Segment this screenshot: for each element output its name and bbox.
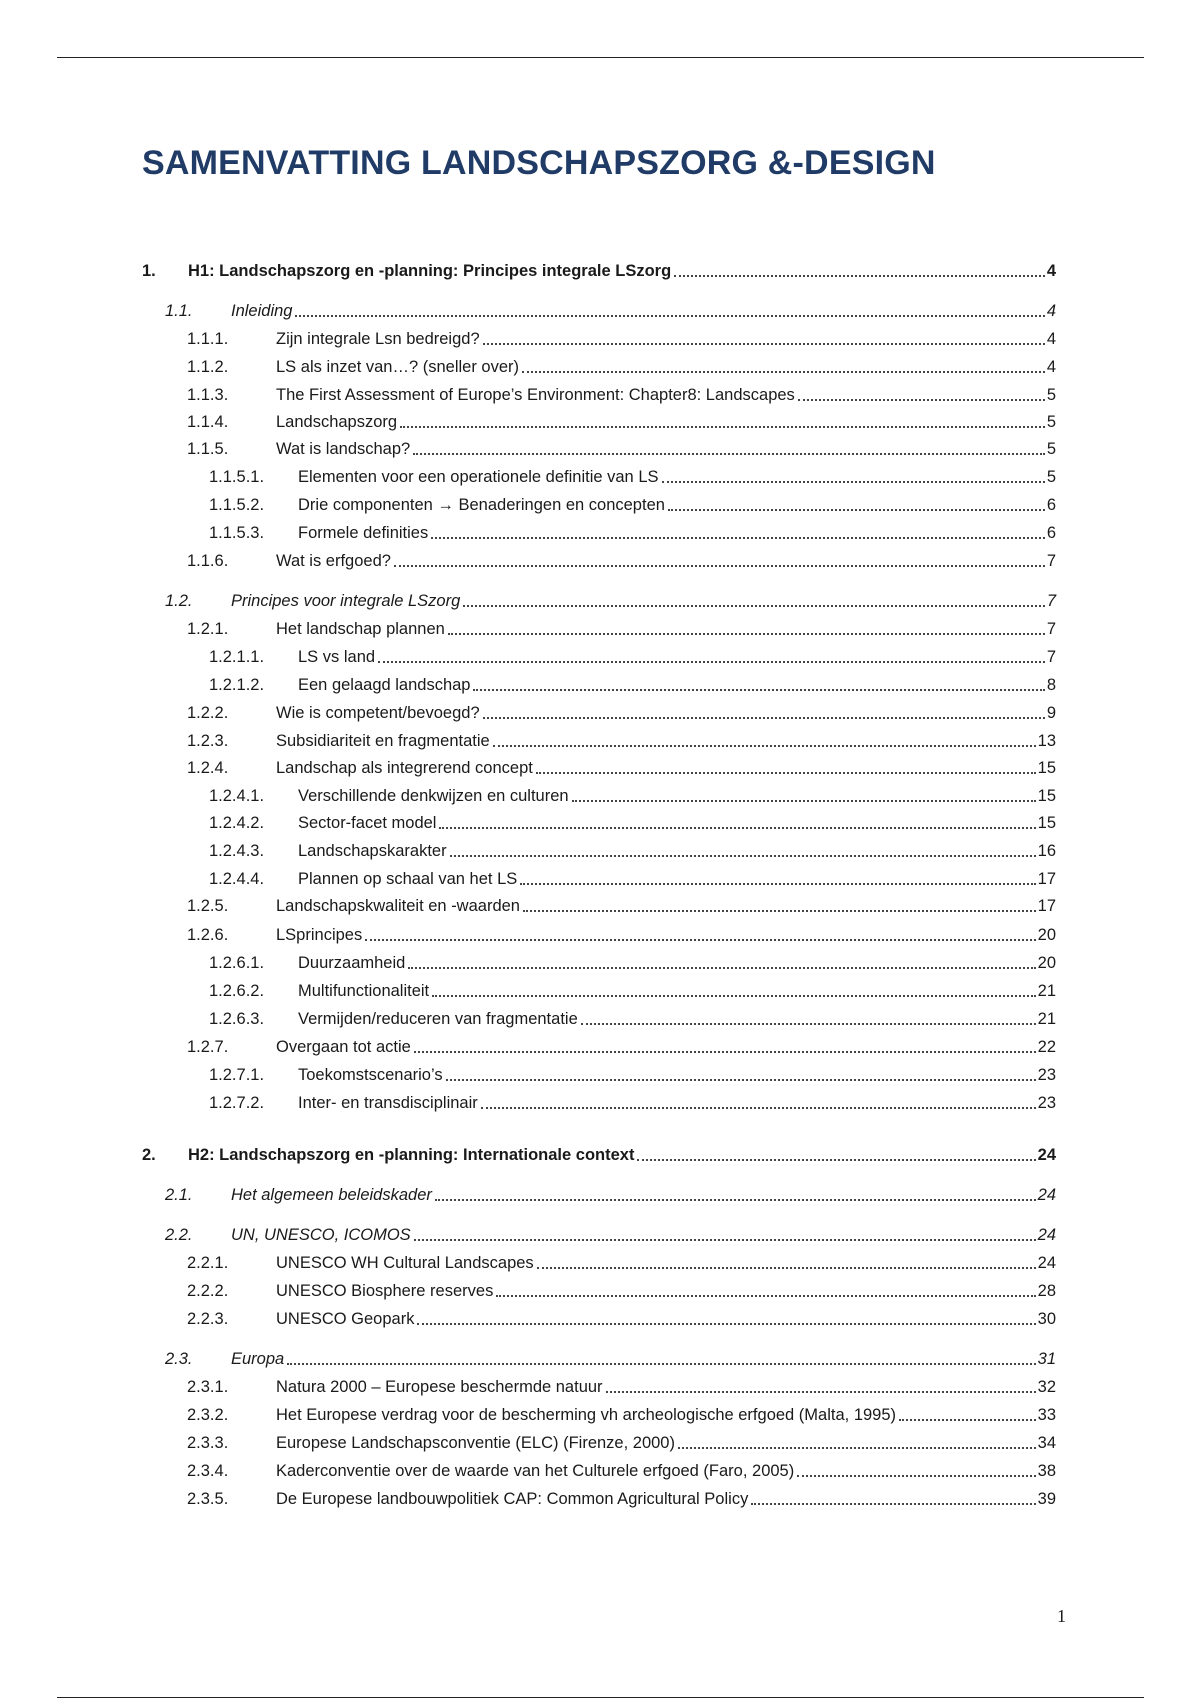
toc-dot-leader — [417, 1323, 1035, 1325]
toc-entry-number: 2.2.1. — [187, 1254, 229, 1272]
toc-entry-title: Landschapszorg — [276, 413, 398, 431]
toc-entry-level4[interactable] — [209, 1090, 1056, 1114]
toc-entry-page: 15 — [1037, 759, 1056, 777]
toc-entry-number: 1. — [142, 262, 156, 280]
toc-entry-number: 1.1.6. — [187, 552, 229, 570]
toc-entry-number: 1.1.2. — [187, 358, 229, 376]
toc-entry-page: 7 — [1046, 648, 1056, 666]
toc-entry-number: 1.1. — [165, 302, 193, 320]
toc-entry-title: Sector-facet model — [298, 814, 437, 832]
toc-entry-title: UNESCO Geopark — [276, 1310, 415, 1328]
toc-entry-page: 17 — [1037, 897, 1056, 915]
toc-entry-title: Natura 2000 – Europese beschermde natuur — [276, 1378, 603, 1396]
toc-entry-level2[interactable] — [165, 1222, 1056, 1246]
toc-entry-number: 2.2. — [165, 1226, 193, 1244]
toc-entry-number: 1.2.6.2. — [209, 982, 265, 1000]
toc-entry-title: Formele definities — [298, 524, 429, 542]
toc-entry-number: 1.1.3. — [187, 386, 229, 404]
toc-entry-level4[interactable] — [209, 978, 1056, 1002]
toc-entry-page: 24 — [1037, 1146, 1056, 1164]
toc-entry-page: 33 — [1037, 1406, 1056, 1424]
toc-entry-page: 6 — [1046, 496, 1056, 514]
toc-entry-level3[interactable] — [187, 1458, 1056, 1482]
toc-entry-number: 2.3.3. — [187, 1434, 229, 1452]
toc-entry-number: 2.1. — [165, 1186, 193, 1204]
toc-entry-page: 31 — [1037, 1350, 1056, 1368]
toc-entry-page: 22 — [1037, 1038, 1056, 1056]
toc-entry-page: 32 — [1037, 1378, 1056, 1396]
toc-dot-leader — [678, 1447, 1036, 1449]
toc-entry-level3[interactable] — [187, 728, 1056, 752]
toc-entry-level3[interactable] — [187, 922, 1056, 946]
toc-entry-level3[interactable] — [187, 616, 1056, 640]
toc-entry-title: Vermijden/reduceren van fragmentatie — [298, 1010, 578, 1028]
toc-entry-title: UNESCO WH Cultural Landscapes — [276, 1254, 534, 1272]
toc-dot-leader — [431, 537, 1045, 539]
toc-entry-level3[interactable] — [187, 1250, 1056, 1274]
toc-dot-leader — [446, 1079, 1036, 1081]
toc-dot-leader — [581, 1023, 1036, 1025]
toc-dot-leader — [481, 1107, 1036, 1109]
toc-entry-title: H1: Landschapszorg en -planning: Principes integrale LSzorg — [188, 262, 672, 280]
toc-entry-title: The First Assessment of Europe’s Environment: Chapter8: Landscapes — [276, 386, 795, 404]
toc-entry-title: Het algemeen beleidskader — [231, 1186, 432, 1204]
toc-entry-number: 1.2.6.1. — [209, 954, 265, 972]
toc-entry-level3[interactable] — [187, 548, 1056, 572]
toc-dot-leader — [523, 910, 1036, 912]
toc-entry-title: UNESCO Biosphere reserves — [276, 1282, 494, 1300]
toc-entry-number: 1.1.5.3. — [209, 524, 265, 542]
toc-entry-number: 1.2.1.1. — [209, 648, 265, 666]
toc-entry-title: Toekomstscenario’s — [298, 1066, 443, 1084]
toc-entry-title: Drie componenten → Benaderingen en concepten — [298, 496, 665, 514]
toc-entry-level3[interactable] — [187, 382, 1056, 406]
toc-entry-level1[interactable] — [142, 1142, 1056, 1166]
toc-dot-leader — [450, 855, 1036, 857]
toc-entry-level2[interactable] — [165, 1346, 1056, 1370]
toc-entry-number: 1.2.3. — [187, 732, 229, 750]
toc-entry-level3[interactable] — [187, 755, 1056, 779]
toc-dot-leader — [797, 1475, 1035, 1477]
toc-entry-number: 1.1.5.2. — [209, 496, 265, 514]
toc-entry-level3[interactable] — [187, 1430, 1056, 1454]
toc-entry-page: 13 — [1037, 732, 1056, 750]
toc-dot-leader — [662, 481, 1045, 483]
toc-entry-page: 16 — [1037, 842, 1056, 860]
toc-entry-number: 1.1.1. — [187, 330, 229, 348]
toc-entry-page: 17 — [1037, 870, 1056, 888]
toc-entry-page: 30 — [1037, 1310, 1056, 1328]
toc-dot-leader — [751, 1503, 1035, 1505]
toc-entry-number: 1.2.6. — [187, 926, 229, 944]
toc-entry-level3[interactable] — [187, 326, 1056, 350]
toc-entry-level3[interactable] — [187, 409, 1056, 433]
toc-entry-number: 1.2.7.1. — [209, 1066, 265, 1084]
toc-entry-level4[interactable] — [209, 644, 1056, 668]
toc-entry-level2[interactable] — [165, 1182, 1056, 1206]
toc-entry-level4[interactable] — [209, 950, 1056, 974]
toc-entry-title: Landschapskarakter — [298, 842, 447, 860]
toc-dot-leader — [295, 315, 1044, 317]
toc-entry-page: 24 — [1037, 1254, 1056, 1272]
toc-entry-title: Principes voor integrale LSzorg — [231, 592, 461, 610]
toc-entry-page: 24 — [1037, 1226, 1056, 1244]
toc-entry-title: Kaderconventie over de waarde van het Culturele erfgoed (Faro, 2005) — [276, 1462, 795, 1480]
toc-dot-leader — [463, 605, 1045, 607]
toc-dot-leader — [668, 509, 1045, 511]
toc-entry-title: Europa — [231, 1350, 285, 1368]
toc-entry-title: H2: Landschapszorg en -planning: Internationale context — [188, 1146, 635, 1164]
toc-entry-page: 4 — [1046, 330, 1056, 348]
toc-entry-level3[interactable] — [187, 1278, 1056, 1302]
toc-entry-page: 4 — [1046, 262, 1056, 280]
toc-entry-page: 7 — [1046, 552, 1056, 570]
toc-entry-title: Het Europese verdrag voor de bescherming vh archeologische erfgoed (Malta, 1995) — [276, 1406, 897, 1424]
toc-entry-page: 7 — [1046, 592, 1056, 610]
toc-entry-page: 34 — [1037, 1434, 1056, 1452]
toc-entry-title: De Europese landbouwpolitiek CAP: Common Agricultural Policy — [276, 1490, 749, 1508]
toc-entry-title: Wie is competent/bevoegd? — [276, 704, 480, 722]
toc-entry-number: 1.2.2. — [187, 704, 229, 722]
toc-entry-title: Overgaan tot actie — [276, 1038, 411, 1056]
toc-dot-leader — [674, 275, 1045, 277]
toc-entry-page: 9 — [1046, 704, 1056, 722]
toc-dot-leader — [365, 939, 1035, 941]
toc-entry-page: 7 — [1046, 620, 1056, 638]
toc-entry-title: LSprincipes — [276, 926, 363, 944]
toc-dot-leader — [400, 426, 1045, 428]
toc-entry-level3[interactable] — [187, 436, 1056, 460]
toc-entry-number: 1.2.7.2. — [209, 1094, 265, 1112]
toc-entry-number: 1.2.1.2. — [209, 676, 265, 694]
toc-entry-number: 2.3.1. — [187, 1378, 229, 1396]
toc-entry-level3[interactable] — [187, 1306, 1056, 1330]
toc-entry-number: 2.3.4. — [187, 1462, 229, 1480]
toc-dot-leader — [378, 661, 1045, 663]
toc-entry-level4[interactable] — [209, 492, 1056, 516]
toc-entry-title: Plannen op schaal van het LS — [298, 870, 518, 888]
toc-entry-number: 2.2.3. — [187, 1310, 229, 1328]
toc-dot-leader — [537, 1267, 1036, 1269]
footer-rule — [57, 1697, 1144, 1698]
toc-entry-title: Multifunctionaliteit — [298, 982, 430, 1000]
toc-entry-title: Inter- en transdisciplinair — [298, 1094, 478, 1112]
page-number: 1 — [1057, 1606, 1066, 1626]
toc-entry-number: 2.2.2. — [187, 1282, 229, 1300]
toc-entry-title: Een gelaagd landschap — [298, 676, 471, 694]
toc-entry-number: 1.1.5. — [187, 440, 229, 458]
toc-entry-number: 2.3.2. — [187, 1406, 229, 1424]
toc-entry-title: Wat is landschap? — [276, 440, 411, 458]
toc-dot-leader — [483, 717, 1045, 719]
toc-entry-title: Wat is erfgoed? — [276, 552, 391, 570]
toc-entry-level1[interactable] — [142, 258, 1056, 282]
toc-entry-page: 23 — [1037, 1066, 1056, 1084]
toc-entry-level3[interactable] — [187, 1034, 1056, 1058]
toc-entry-level4[interactable] — [209, 810, 1056, 834]
toc-entry-level4[interactable] — [209, 1006, 1056, 1030]
toc-entry-level2[interactable] — [165, 298, 1056, 322]
toc-dot-leader — [287, 1363, 1035, 1365]
toc-entry-level3[interactable] — [187, 893, 1056, 917]
toc-entry-page: 15 — [1037, 787, 1056, 805]
toc-entry-title: LS vs land — [298, 648, 376, 666]
toc-entry-level3[interactable] — [187, 354, 1056, 378]
toc-dot-leader — [448, 633, 1045, 635]
toc-entry-title: Zijn integrale Lsn bedreigd? — [276, 330, 480, 348]
toc-entry-title: LS als inzet van…? (sneller over) — [276, 358, 520, 376]
toc-entry-level4[interactable] — [209, 672, 1056, 696]
toc-dot-leader — [606, 1391, 1036, 1393]
toc-entry-level4[interactable] — [209, 520, 1056, 544]
toc-dot-leader — [496, 1295, 1035, 1297]
toc-entry-title: Verschillende denkwijzen en culturen — [298, 787, 569, 805]
toc-entry-level4[interactable] — [209, 838, 1056, 862]
toc-entry-page: 38 — [1037, 1462, 1056, 1480]
toc-entry-page: 20 — [1037, 926, 1056, 944]
toc-entry-title: UN, UNESCO, ICOMOS — [231, 1226, 411, 1244]
toc-dot-leader — [520, 883, 1035, 885]
document-title: SAMENVATTING LANDSCHAPSZORG &-DESIGN — [142, 144, 936, 182]
toc-entry-number: 2.3. — [165, 1350, 193, 1368]
toc-dot-leader — [637, 1159, 1035, 1161]
toc-entry-title: Duurzaamheid — [298, 954, 406, 972]
toc-entry-page: 23 — [1037, 1094, 1056, 1112]
toc-entry-number: 1.2.1. — [187, 620, 229, 638]
toc-dot-leader — [899, 1419, 1036, 1421]
toc-entry-page: 39 — [1037, 1490, 1056, 1508]
toc-entry-number: 1.2.6.3. — [209, 1010, 265, 1028]
toc-entry-level3[interactable] — [187, 1374, 1056, 1398]
toc-dot-leader — [439, 827, 1035, 829]
toc-dot-leader — [483, 343, 1045, 345]
toc-entry-page: 21 — [1037, 1010, 1056, 1028]
toc-entry-number: 1.2.4.3. — [209, 842, 265, 860]
toc-entry-number: 1.1.4. — [187, 413, 229, 431]
toc-entry-title: Het landschap plannen — [276, 620, 445, 638]
toc-entry-title: Elementen voor een operationele definitie van LS — [298, 468, 659, 486]
toc-entry-level2[interactable] — [165, 588, 1056, 612]
toc-dot-leader — [435, 1199, 1036, 1201]
toc-entry-title: Subsidiariteit en fragmentatie — [276, 732, 490, 750]
toc-entry-page: 28 — [1037, 1282, 1056, 1300]
toc-entry-level4[interactable] — [209, 1062, 1056, 1086]
toc-dot-leader — [473, 689, 1044, 691]
toc-entry-number: 2.3.5. — [187, 1490, 229, 1508]
toc-entry-page: 5 — [1046, 386, 1056, 404]
toc-dot-leader — [414, 1239, 1036, 1241]
toc-entry-number: 1.2. — [165, 592, 193, 610]
toc-entry-page: 4 — [1046, 358, 1056, 376]
toc-entry-number: 1.2.7. — [187, 1038, 229, 1056]
toc-entry-level3[interactable] — [187, 1486, 1056, 1510]
toc-entry-page: 21 — [1037, 982, 1056, 1000]
toc-entry-number: 1.2.4. — [187, 759, 229, 777]
toc-entry-level3[interactable] — [187, 700, 1056, 724]
toc-entry-page: 5 — [1046, 413, 1056, 431]
toc-entry-title: Europese Landschapsconventie (ELC) (Firenze, 2000) — [276, 1434, 675, 1452]
toc-dot-leader — [413, 453, 1045, 455]
toc-entry-page: 4 — [1046, 302, 1056, 320]
toc-entry-page: 24 — [1037, 1186, 1056, 1204]
toc-entry-level4[interactable] — [209, 866, 1056, 890]
toc-dot-leader — [408, 967, 1035, 969]
toc-dot-leader — [394, 565, 1045, 567]
toc-dot-leader — [522, 371, 1045, 373]
toc-entry-page: 15 — [1037, 814, 1056, 832]
toc-dot-leader — [414, 1051, 1036, 1053]
toc-entry-number: 1.1.5.1. — [209, 468, 265, 486]
toc-entry-title: Inleiding — [231, 302, 293, 320]
toc-entry-title: Landschapskwaliteit en -waarden — [276, 897, 520, 915]
toc-entry-level3[interactable] — [187, 1402, 1056, 1426]
toc-entry-number: 1.2.5. — [187, 897, 229, 915]
toc-entry-page: 5 — [1046, 468, 1056, 486]
toc-entry-level4[interactable] — [209, 783, 1056, 807]
toc-entry-page: 8 — [1046, 676, 1056, 694]
toc-entry-title: Landschap als integrerend concept — [276, 759, 533, 777]
toc-entry-number: 2. — [142, 1146, 156, 1164]
toc-entry-number: 1.2.4.1. — [209, 787, 265, 805]
toc-entry-level4[interactable] — [209, 464, 1056, 488]
toc-entry-page: 6 — [1046, 524, 1056, 542]
toc-dot-leader — [572, 800, 1036, 802]
toc-dot-leader — [432, 995, 1035, 997]
toc-entry-number: 1.2.4.2. — [209, 814, 265, 832]
toc-dot-leader — [798, 399, 1045, 401]
toc-entry-number: 1.2.4.4. — [209, 870, 265, 888]
toc-dot-leader — [536, 772, 1036, 774]
toc-dot-leader — [493, 745, 1036, 747]
toc-entry-page: 5 — [1046, 440, 1056, 458]
toc-entry-page: 20 — [1037, 954, 1056, 972]
